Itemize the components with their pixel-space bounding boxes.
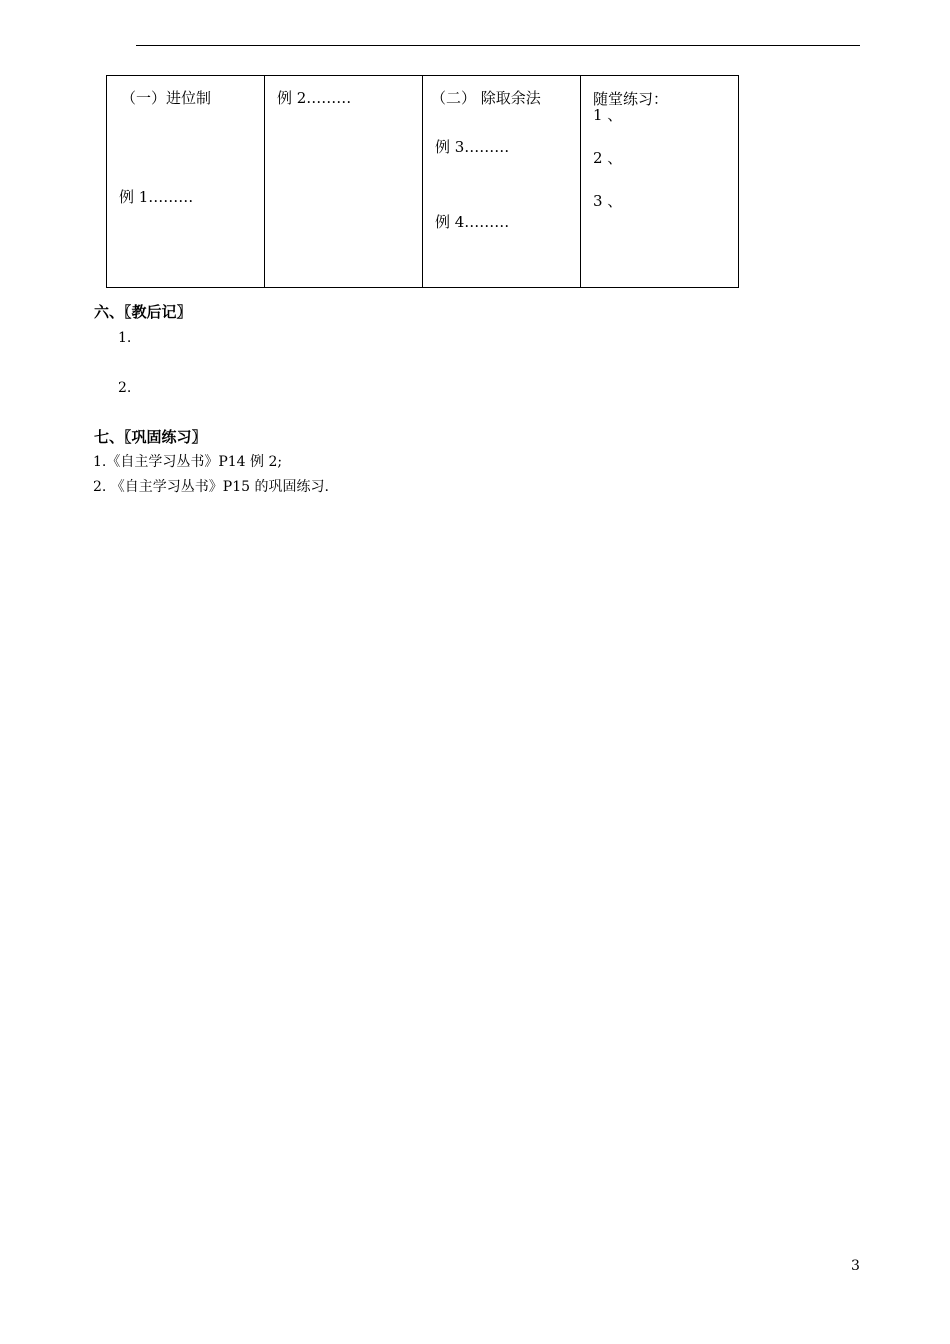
cell3-heading: （二） 除取余法 (431, 89, 541, 107)
board-cell-2 (265, 76, 423, 288)
board-cell-1 (107, 76, 265, 288)
header-rule (136, 45, 860, 46)
section6-item-1: 1. (118, 330, 132, 346)
cell1-heading: （一）进位制 (121, 89, 212, 107)
page-number: 3 (851, 1258, 860, 1274)
cell4-item-3: 3 、 (593, 192, 623, 210)
section7-title: 七、〖巩固练习〗 (94, 428, 207, 446)
cell2-example: 例 2……… (277, 89, 352, 107)
cell3-example-a: 例 3……… (435, 138, 510, 156)
cell1-example: 例 1……… (119, 188, 194, 206)
section6-item-2: 2. (118, 380, 132, 396)
board-cell-4 (581, 76, 739, 288)
section7-item-2: 2. 《自主学习丛书》P15 的巩固练习. (93, 479, 329, 495)
cell4-item-1: 1 、 (593, 106, 623, 124)
board-cell-3 (423, 76, 581, 288)
cell4-heading: 随堂练习： (593, 90, 669, 108)
cell4-item-2: 2 、 (593, 149, 623, 167)
lesson-board-table (106, 75, 739, 288)
section7-item-1: 1.《自主学习丛书》P14 例 2; (93, 454, 283, 470)
cell3-example-b: 例 4……… (435, 213, 510, 231)
section6-title: 六、〖教后记〗 (94, 303, 192, 321)
